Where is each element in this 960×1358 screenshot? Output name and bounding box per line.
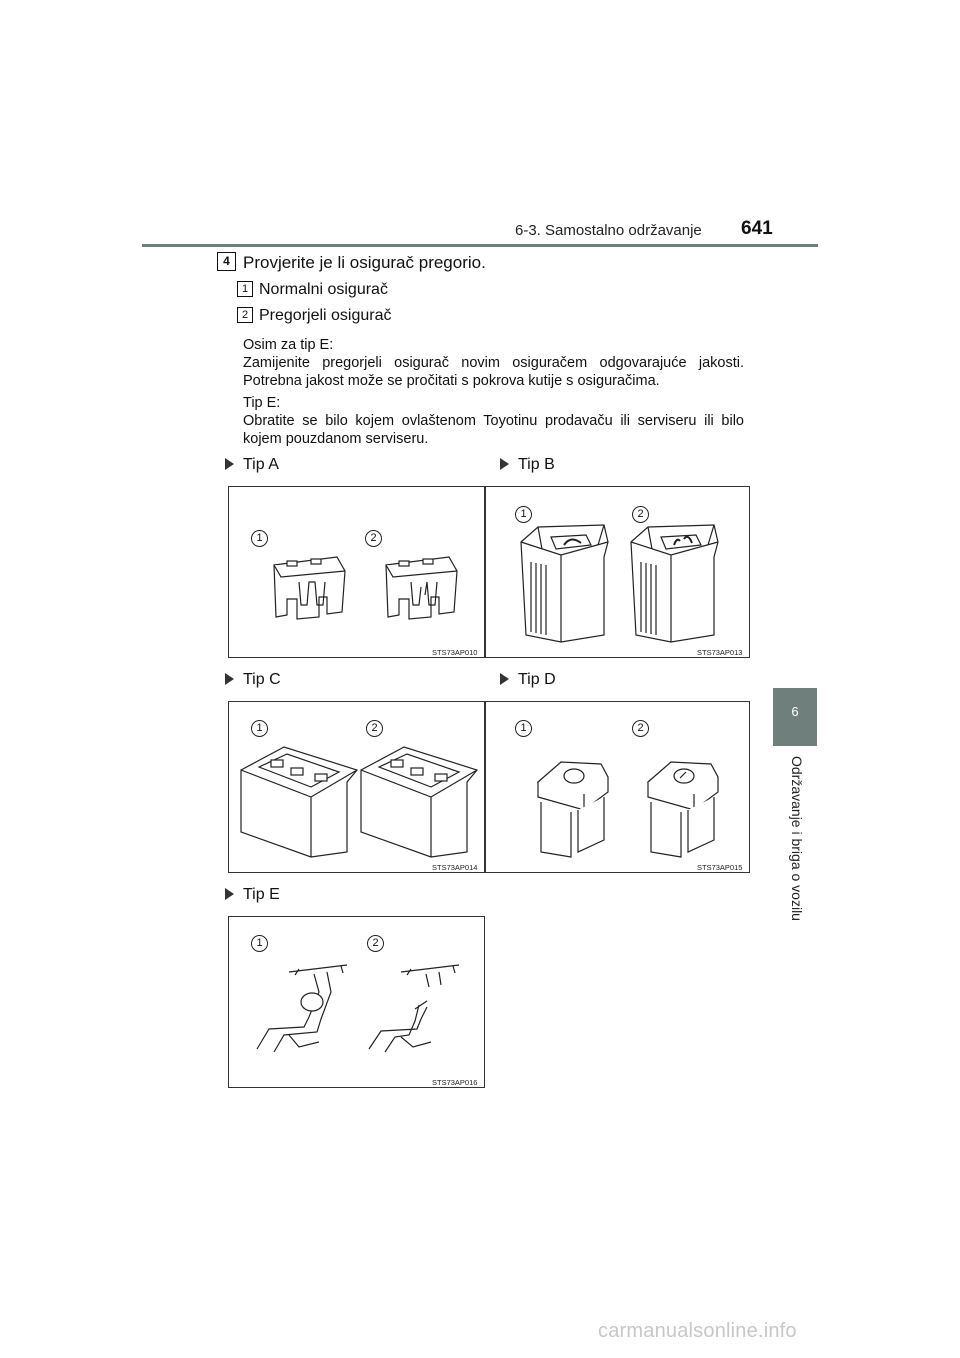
note-heading: Tip E: <box>243 395 281 411</box>
triangle-bullet-icon <box>500 673 509 685</box>
callout-normal: 1 <box>251 530 268 547</box>
tip-label-a: Tip A <box>225 456 279 474</box>
tip-label-c: Tip C <box>225 671 281 689</box>
figure-type-a <box>228 486 485 658</box>
figure-type-b <box>485 486 750 658</box>
tip-label-d: Tip D <box>500 671 556 689</box>
figure-code: STS73AP014 <box>432 863 478 872</box>
figure-code: STS73AP010 <box>432 648 478 657</box>
callout-normal: 1 <box>251 720 268 737</box>
figure-code: STS73AP015 <box>697 863 743 872</box>
figure-type-c <box>228 701 485 873</box>
figure-code: STS73AP016 <box>432 1078 478 1087</box>
figure-code: STS73AP013 <box>697 648 743 657</box>
callout-blown: 2 <box>365 530 382 547</box>
note-type-e <box>243 394 744 448</box>
page-number: 641 <box>741 218 773 239</box>
header-divider <box>142 244 818 247</box>
callout-normal: 1 <box>251 935 268 952</box>
chapter-tab-title-text: Održavanje i briga o vozilu <box>789 756 805 921</box>
note-heading: Osim za tip E: <box>243 337 334 353</box>
callout-normal: 1 <box>515 506 532 523</box>
triangle-bullet-icon <box>500 458 509 470</box>
callout-blown: 2 <box>366 720 383 737</box>
tip-label-b: Tip B <box>500 456 555 474</box>
note-body: Zamijenite pregorjeli osigurač novim osiguračem odgovarajuće jakosti. Potrebna jakost može se pročitati s pokrova kutije s osiguračima. <box>243 355 744 389</box>
triangle-bullet-icon <box>225 458 234 470</box>
callout-blown: 2 <box>367 935 384 952</box>
tip-label-e: Tip E <box>225 886 280 904</box>
watermark: carmanualsonline.info <box>598 1320 797 1342</box>
step-instruction: Provjerite je li osigurač pregorio. <box>243 253 486 272</box>
callout-normal: 1 <box>515 720 532 737</box>
chapter-tab-title <box>787 756 807 936</box>
figure-type-e <box>228 916 485 1088</box>
item-label-blown: Pregorjeli osigurač <box>259 307 392 324</box>
item-number-box: 2 <box>237 307 253 323</box>
figure-type-d <box>485 701 750 873</box>
note-except-type-e <box>243 336 744 390</box>
chapter-tab-number: 6 <box>791 704 799 719</box>
item-label-normal: Normalni osigurač <box>259 281 388 298</box>
blade-fuse-illustration <box>229 487 486 659</box>
item-number-box: 1 <box>237 281 253 297</box>
note-body: Obratite se bilo kojem ovlaštenom Toyotinu prodavaču ili serviseru ili bilo kojem pouzdanom serviseru. <box>243 413 744 447</box>
step-number-box: 4 <box>217 252 236 271</box>
header-section-title: 6-3. Samostalno održavanje <box>515 222 702 239</box>
triangle-bullet-icon <box>225 673 234 685</box>
callout-blown: 2 <box>632 506 649 523</box>
callout-blown: 2 <box>632 720 649 737</box>
triangle-bullet-icon <box>225 888 234 900</box>
